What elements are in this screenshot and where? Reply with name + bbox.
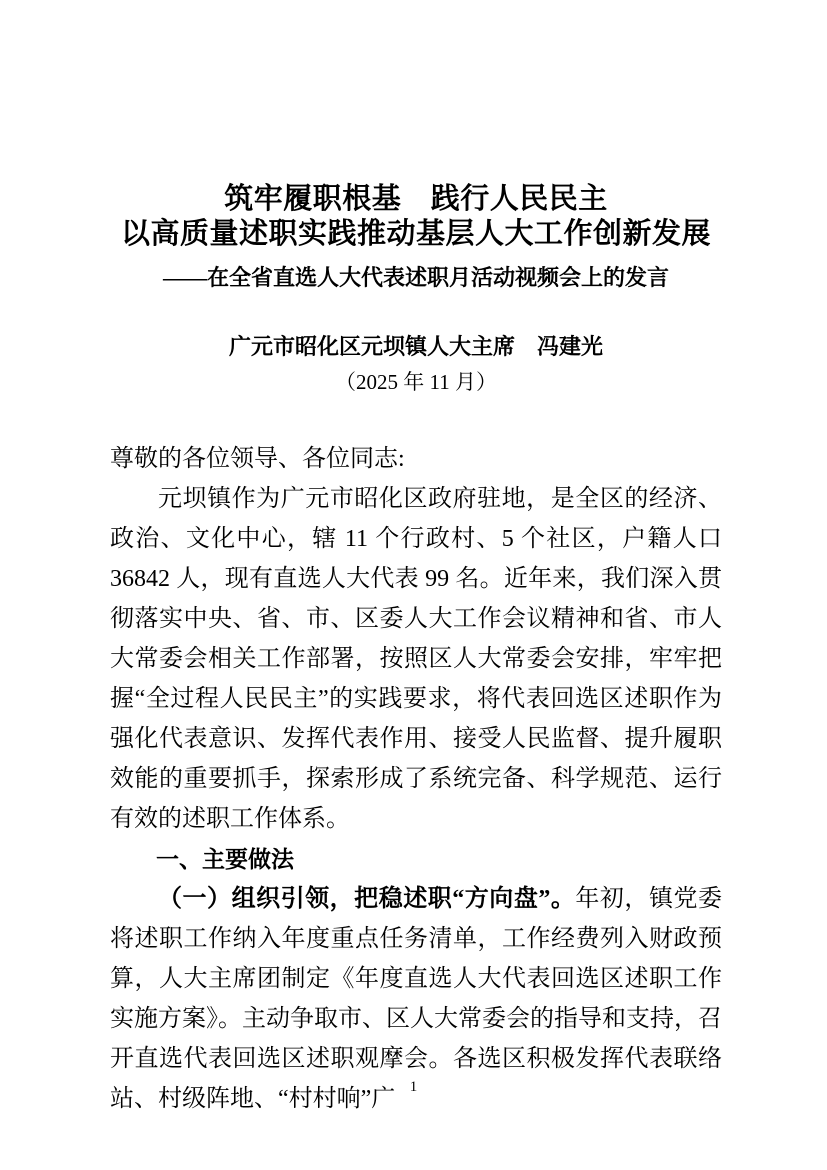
- document-subtitle: ——在全省直选人大代表述职月活动视频会上的发言: [162, 265, 669, 290]
- section-heading-1: 一、主要做法: [156, 846, 294, 872]
- page-number: 1: [409, 1079, 418, 1095]
- item-1-lead: （一）组织引领，把稳述职“方向盘”。: [158, 886, 576, 912]
- item-1-body-text: 年初，镇党委将述职工作纳入年度重点任务清单，工作经费列入财政预算，人大主席团制定《年度直选人大代表回选区述职工作实施方案》。主动争取市、区人大常委会的指导和支持，召开直选代表回选区述职观摩会。各选区积极发挥代表联络站、村级阵地、“村村响”广: [110, 886, 722, 1112]
- document-date: （2025 年 11 月）: [335, 370, 497, 394]
- intro-paragraph: 元坝镇作为广元市昭化区政府驻地，是全区的经济、政治、文化中心，辖 11 个行政村、5 个社区，户籍人口 36842 人，现有直选人大代表 99 名。近年来，我们深入贯彻落实中央、省、市、区委人大工作会议精神和省、市人大常委会相关工作部署，按照区人大常委会安排，牢牢把握“全过程人民民主”的实践要求，将代表回选区述职作为强化代表意识、发挥代表作用、接受人民监督、提升履职效能的重要抓手，探索形成了系统完备、科学规范、运行有效的述职工作体系。: [110, 486, 722, 832]
- document-title: [110, 182, 722, 252]
- title-line-2: 以高质量述职实践推动基层人大工作创新发展: [120, 218, 711, 250]
- author-byline: 广元市昭化区元坝镇人大主席 冯建光: [228, 334, 603, 359]
- salutation: 尊敬的各位领导、各位同志:: [110, 446, 405, 472]
- title-line-1: 筑牢履职根基 践行人民民主: [224, 183, 608, 215]
- document-body: [110, 439, 722, 1119]
- document-content: [110, 182, 722, 1119]
